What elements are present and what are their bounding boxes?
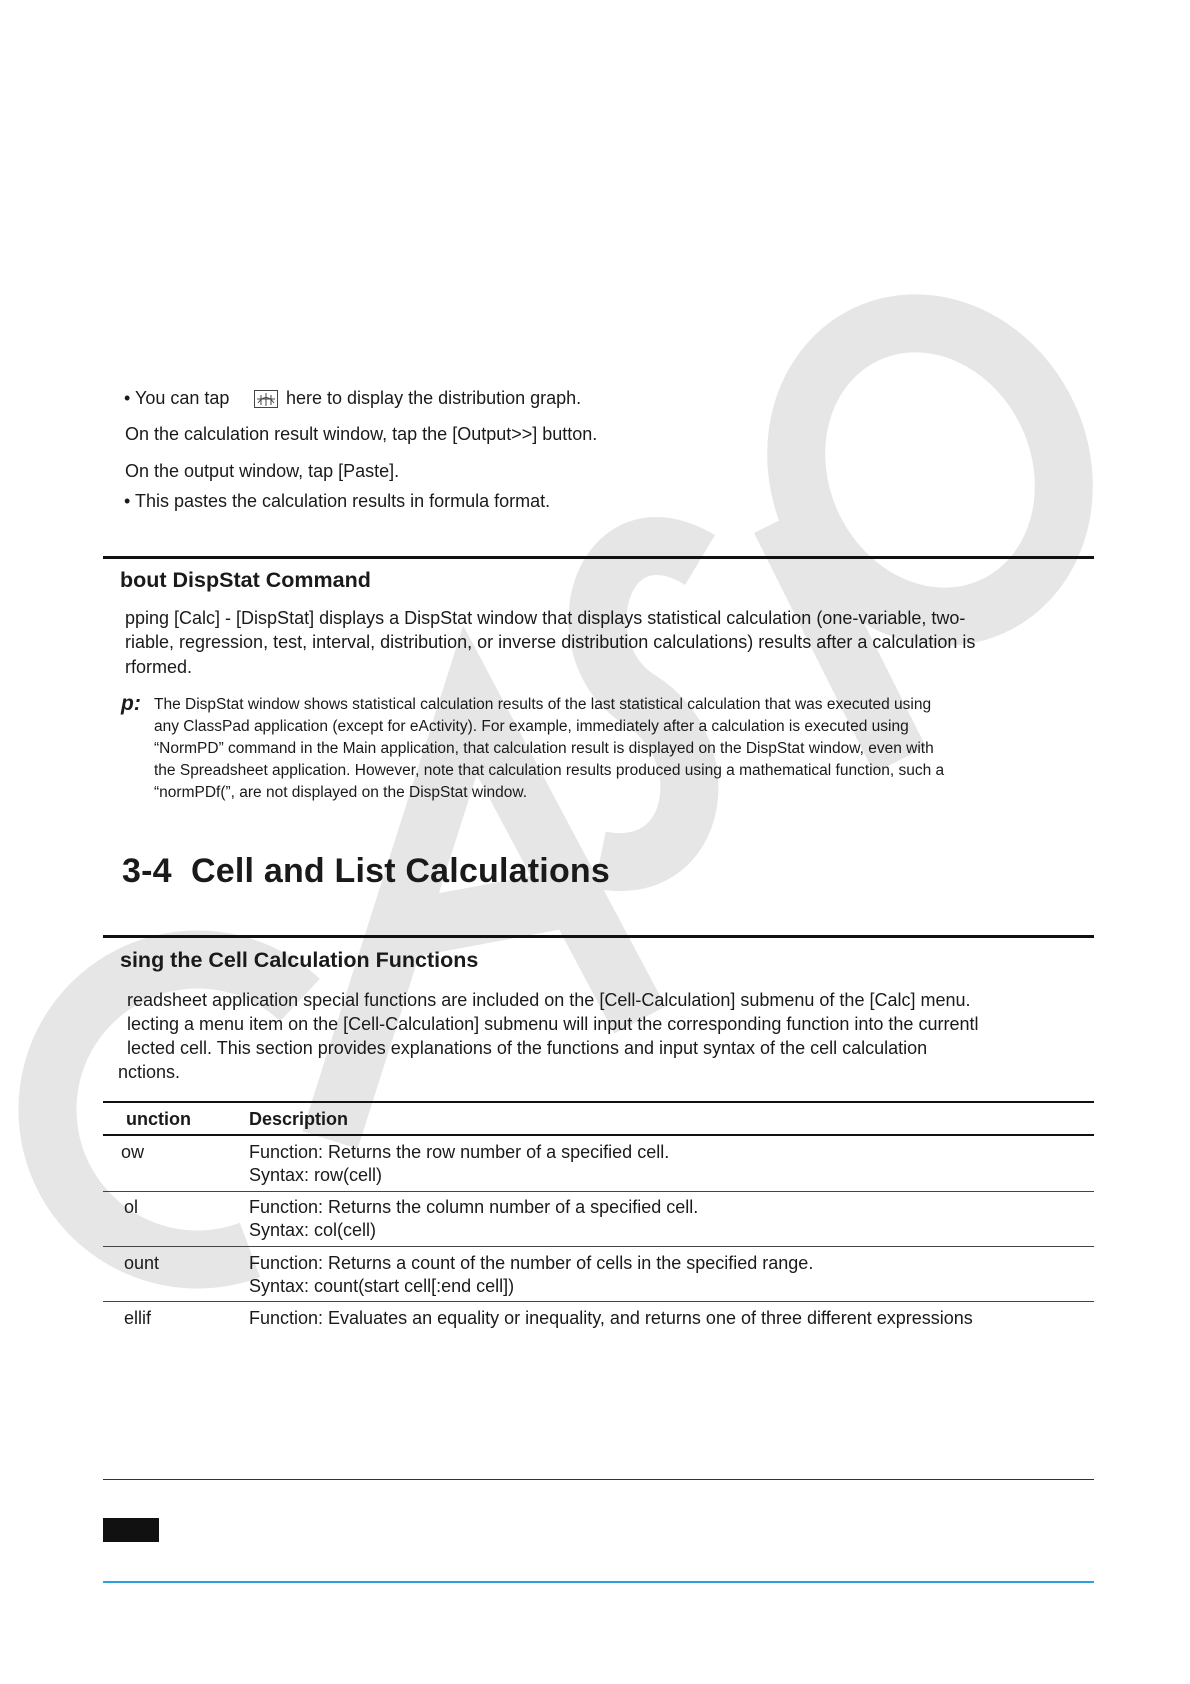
dispstat-para-line: riable, regression, test, interval, distribution, or inverse distribution calculations) results after a calculation is	[125, 632, 976, 652]
table-cell-function: ellif	[124, 1308, 152, 1328]
section-title	[122, 852, 610, 891]
table-cell-function: ol	[124, 1197, 139, 1217]
table-cell-description: Function: Returns a count of the number of cells in the specified range.	[249, 1253, 814, 1273]
table-row-rule	[103, 1301, 1094, 1302]
tip-line: any ClassPad application (except for eActivity). For example, immediately after a calculation is executed using	[154, 718, 909, 735]
tip-label: p:	[121, 692, 141, 715]
cellcalc-para-line: nctions.	[118, 1062, 181, 1082]
cellcalc-para-line: lected cell. This section provides explanations of the functions and input syntax of the cell calculation	[127, 1038, 928, 1058]
tip-line: “normPDf(”, are not displayed on the DispStat window.	[154, 784, 528, 801]
footer-top-rule	[103, 1479, 1094, 1480]
tip-line: The DispStat window shows statistical calculation results of the last statistical calculation that was executed using	[154, 696, 932, 713]
step-output: On the calculation result window, tap the [Output>>] button.	[125, 424, 598, 444]
table-cell-description: Function: Evaluates an equality or inequality, and returns one of three different expressions	[249, 1308, 973, 1328]
tip-line: the Spreadsheet application. However, note that calculation results produced using a mathematical function, such a	[154, 762, 945, 779]
section-rule-cellcalc	[103, 935, 1094, 938]
table-cell-description: Function: Returns the column number of a specified cell.	[249, 1197, 699, 1217]
table-header-description: Description	[249, 1109, 349, 1129]
section-rule-dispstat	[103, 556, 1094, 559]
cellcalc-para-line: lecting a menu item on the [Cell-Calculation] submenu will input the corresponding function into the currentl	[127, 1014, 979, 1034]
cellcalc-heading: sing the Cell Calculation Functions	[120, 948, 479, 972]
bullet-tap-suffix: here to display the distribution graph.	[286, 388, 582, 408]
table-top-rule	[103, 1101, 1094, 1103]
footer-accent-rule	[103, 1581, 1094, 1583]
section-number: 3-4	[122, 852, 172, 890]
table-cell-description: Function: Returns the row number of a specified cell.	[249, 1142, 670, 1162]
bullet-paste-format: • This pastes the calculation results in formula format.	[124, 491, 551, 511]
dispstat-para-line: pping [Calc] - [DispStat] displays a DispStat window that displays statistical calculation (one-variable, two-	[125, 608, 966, 628]
dispstat-para-line: rformed.	[125, 657, 193, 677]
table-cell-syntax: Syntax: count(start cell[:end cell])	[249, 1276, 515, 1296]
table-cell-syntax: Syntax: col(cell)	[249, 1220, 377, 1240]
step-paste: On the output window, tap [Paste].	[125, 461, 400, 481]
cellcalc-para-line: readsheet application special functions are included on the [Cell-Calculation] submenu of the [Calc] menu.	[127, 990, 971, 1010]
table-row-rule	[103, 1246, 1094, 1247]
section-title-text: Cell and List Calculations	[191, 852, 610, 890]
table-cell-function: ount	[124, 1253, 160, 1273]
bullet-tap-prefix: • You can tap	[124, 388, 230, 408]
table-header-rule	[103, 1134, 1094, 1136]
dispstat-heading: bout DispStat Command	[120, 568, 371, 592]
watermark-letter-o	[749, 279, 1111, 661]
tip-line: “NormPD” command in the Main application, that calculation result is displayed on the DispStat window, even with	[154, 740, 934, 757]
table-row-rule	[103, 1191, 1094, 1192]
table-cell-function: ow	[121, 1142, 145, 1162]
table-header-function: unction	[126, 1109, 191, 1129]
distribution-graph-icon[interactable]	[254, 390, 278, 408]
table-cell-syntax: Syntax: row(cell)	[249, 1165, 383, 1185]
page-number-tab	[103, 1518, 159, 1542]
